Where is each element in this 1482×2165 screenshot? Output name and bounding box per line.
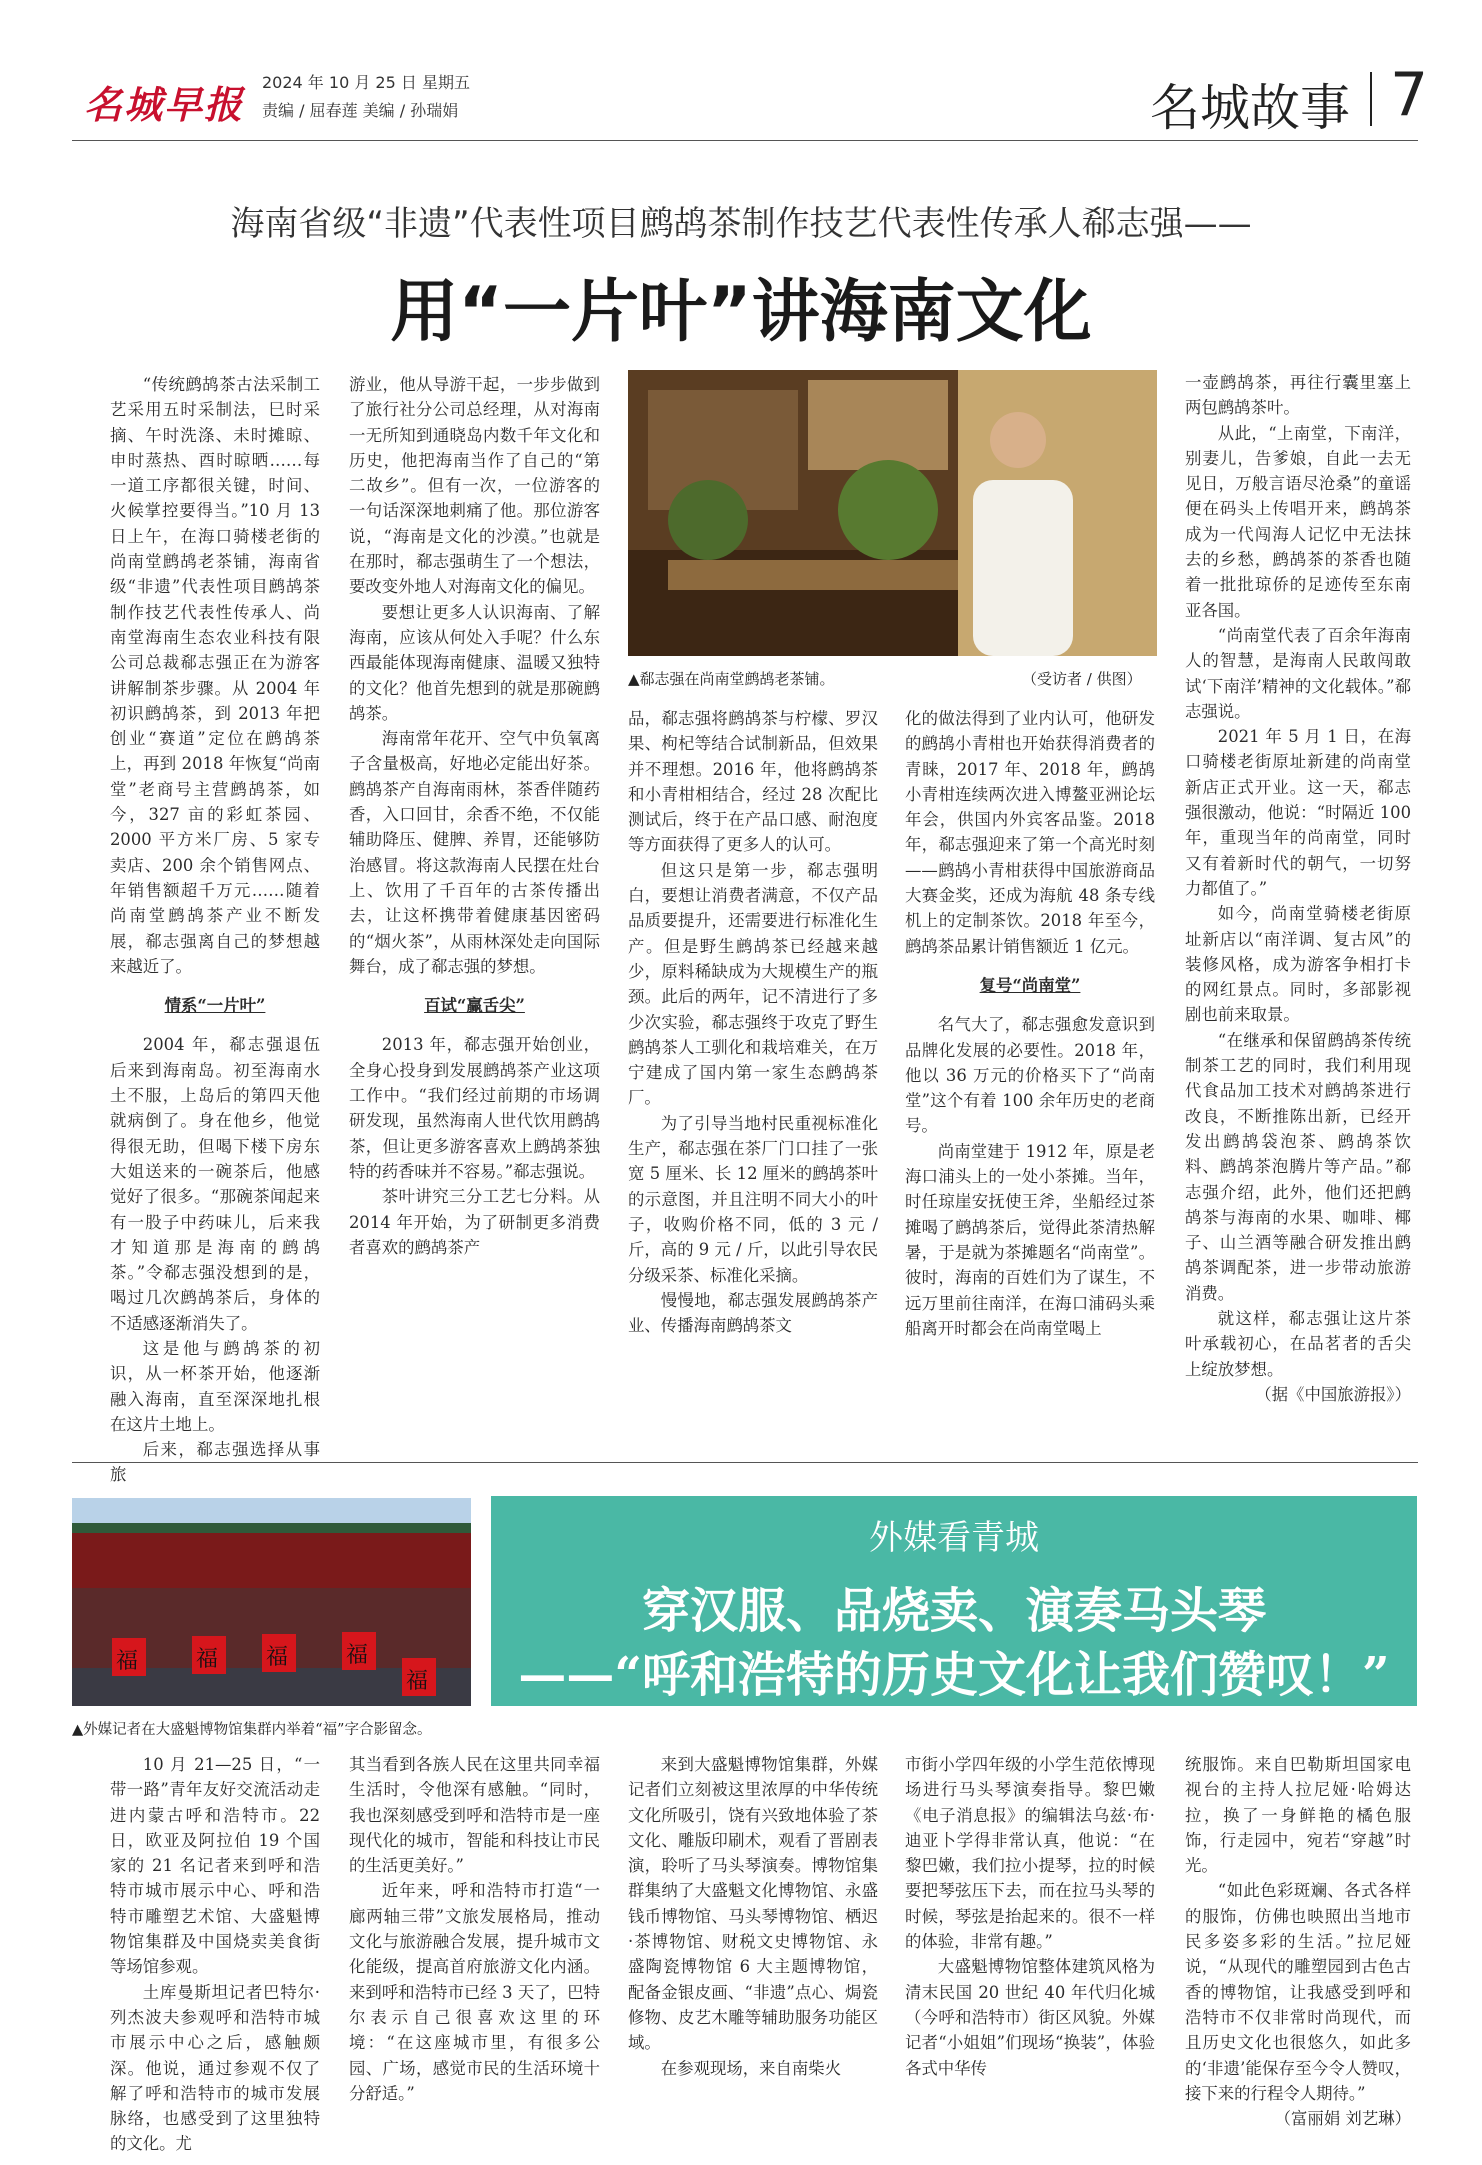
paragraph: 统服饰。来自巴勒斯坦国家电视台的主持人拉尼娅·哈姆达拉，换了一身鲜艳的橘色服饰，行走园中，宛若“穿越”时光。 (1185, 1755, 1411, 1876)
paragraph: 但这只是第一步，郗志强明白，要想让消费者满意，不仅产品品质要提升，还需要进行标准化生产。但是野生鹧鸪茶已经越来越少，原料稀缺成为大规模生产的瓶颈。此后的两年，记不清进行了多少次实验，郗志强终于攻克了野生鹧鸪茶人工驯化和栽培难关，在万宁建成了国内第一家生态鹧鸪茶厂。 (628, 860, 878, 1108)
paragraph: “传统鹧鸪茶古法采制工艺采用五时采制法，巳时采摘、午时洗涤、未时摊晾、申时蒸热、酉时晾晒……每一道工序都很关键，时间、火候掌控要得当。”10 月 13 日上午，在海口骑楼老街的尚南堂鹧鸪老茶铺，海南省级“非遗”代表性项目鹧鸪茶制作技艺代表性传承人、尚南堂海南生态农业科技有限公司总裁郗志强正在为游客讲解制茶步骤。从 2004 年初识鹧鸪茶，到 2013 年把创业“赛道”定位在鹧鸪茶上，再到 2018 年恢复“尚南堂”老商号主营鹧鸪茶，如今，327 亩的彩虹茶园、2000 平方米厂房、5 家专卖店、200 余个销售网点、年销售额超千万元……随着尚南堂鹧鸪茶产业不断发展，郗志强离自己的梦想越来越近了。 (110, 375, 320, 976)
article1-headline: 用“一片叶”讲海南文化 (390, 273, 1092, 352)
paragraph: 海南常年花开、空气中负氧离子含量极高，好地必定能出好茶。鹧鸪茶产自海南雨林，茶香伴随药香，入口回甘，余香不绝，不仅能辅助降压、健脾、养胃，还能够防治感冒。将这款海南人民摆在灶台上、饮用了千百年的古茶传播出去，让这杯携带着健康基因密码的“烟火茶”，从雨林深处走向国际舞台，成了郗志强的梦想。 (349, 729, 600, 976)
fu-character: 福 (196, 1647, 219, 1672)
article2-kicker: 外媒看青城 (869, 1518, 1039, 1558)
paragraph: 近年来，呼和浩特市打造“一廊两轴三带”文旅发展格局，推动文化与旅游融合发展，提升城市文化能级，提高首府旅游文化内涵。来到呼和浩特市已经 3 天了，巴特尔表示自己很喜欢这里的环境：“在这座城市里，有很多公园、广场，感觉市民的生活环境十分舒适。” (349, 1881, 600, 2103)
page-number: 7 (1390, 60, 1429, 130)
paragraph: 如今，尚南堂骑楼老街原址新店以“南洋调、复古风”的装修风格，成为游客争相打卡的网红景点。同时，多部影视剧也前来取景。 (1185, 904, 1411, 1025)
paragraph: 2004 年，郗志强退伍后来到海南岛。初至海南水土不服，上岛后的第四天他就病倒了。身在他乡，他觉得很无助，但喝下楼下房东大姐送来的一碗茶后，他感觉好了很多。“那碗茶闻起来有一股子中药味儿，后来我才知道那是海南的鹧鸪茶。”令郗志强没想到的是，喝过几次鹧鸪茶后，身体的不适感逐渐消失了。 (110, 1035, 320, 1333)
paragraph: 一壶鹧鸪茶，再往行囊里塞上两包鹧鸪茶叶。 (1185, 373, 1411, 418)
paragraph: 品，郗志强将鹧鸪茶与柠檬、罗汉果、枸杞等结合试制新品，但效果并不理想。2016 年，他将鹧鸪茶和小青柑相结合，经过 28 次配比测试后，终于在产品口感、耐泡度等方面获得了更多人的认可。 (628, 709, 878, 855)
article1-column-2 (349, 372, 600, 1260)
section-title: 名城故事 (1150, 79, 1350, 137)
paragraph: 土库曼斯坦记者巴特尔·列杰波夫参观呼和浩特市城市展示中心之后，感触颇深。他说，通过参观不仅了解了呼和浩特市的城市发展脉络，也感受到了这里独特的文化。尤 (110, 1982, 320, 2154)
paragraph: 名气大了，郗志强愈发意识到品牌化发展的必要性。2018 年，他以 36 万元的价格买下了“尚南堂”这个有着 100 余年历史的老商号。 (905, 1015, 1155, 1136)
issue-date: 2024 年 10 月 25 日 星期五 (262, 73, 470, 92)
paragraph: 后来，郗志强选择从事旅 (110, 1440, 320, 1485)
article1-column-3 (628, 706, 878, 1338)
paragraph: 茶叶讲究三分工艺七分料。从 2014 年开始，为了研制更多消费者喜欢的鹧鸪茶产 (349, 1187, 600, 1257)
paragraph: 10 月 21—25 日，“一带一路”青年友好交流活动走进内蒙古呼和浩特市。22 日，欧亚及阿拉伯 19 个国家的 21 名记者来到呼和浩特市城市展示中心、呼和浩特市雕塑艺术馆、大盛魁博物馆集群及中国烧卖美食街等场馆参观。 (110, 1755, 320, 1977)
article2-column-3 (628, 1752, 878, 2081)
paragraph: “在继承和保留鹧鸪茶传统制茶工艺的同时，我们利用现代食品加工技术对鹧鸪茶进行改良，不断推陈出新，已经开发出鹧鸪袋泡茶、鹧鸪茶饮料、鹧鸪茶泡腾片等产品。”郗志强介绍，此外，他们还把鹧鸪茶与海南的水果、咖啡、椰子、山兰酒等融合研发推出鹧鸪茶调配茶，进一步带动旅游消费。 (1185, 1030, 1411, 1303)
paragraph: 为了引导当地村民重视标准化生产，郗志强在茶厂门口挂了一张宽 5 厘米、长 12 厘米的鹧鸪茶叶的示意图，并且注明不同大小的叶子，收购价格不同，低的 3 元 / 斤，高的 9 元 / 斤，以此引导农民分级采茶、标准化采摘。 (628, 1113, 878, 1285)
paragraph: 2013 年，郗志强开始创业，全身心投身到发展鹧鸪茶产业这项工作中。“我们经过前期的市场调研发现，虽然海南人世代饮用鹧鸪茶，但让更多游客喜欢上鹧鸪茶独特的药香味并不容易。”郗志强说。 (349, 1035, 600, 1181)
editors-line: 责编 / 屈春莲 美编 / 孙瑞娟 (262, 101, 459, 120)
tea-shop-photo (628, 370, 1157, 656)
article2-column-2 (349, 1752, 600, 2106)
article1-kicker: 海南省级“非遗”代表性项目鹧鸪茶制作技艺代表性传承人郗志强—— (230, 204, 1252, 244)
article2-photo-caption: ▲外媒记者在大盛魁博物馆集群内举着“福”字合影留念。 (72, 1722, 432, 1738)
paragraph: “如此色彩斑斓、各式各样的服饰，仿佛也映照出当地市民多姿多彩的生活。”拉尼娅说，“从现代的雕塑园到古色古香的博物馆，让我感受到呼和浩特市不仅非常时尚现代，而且历史文化也很悠久，如此多的‘非遗’能保存至今令人赞叹，接下来的行程令人期待。” (1185, 1881, 1411, 2103)
paragraph: 化的做法得到了业内认可，他研发的鹧鸪小青柑也开始获得消费者的青睐，2017 年、2018 年，鹧鸪小青柑连续两次进入博鳌亚洲论坛年会，供国内外宾客品鉴。2018 年，郗志强迎来了第一个高光时刻——鹧鸪小青柑获得中国旅游商品大赛金奖，还成为海航 48 条专线机上的定制茶饮。2018 年至今，鹧鸪茶品累计销售额近 1 亿元。 (905, 709, 1155, 956)
article2-column-1 (110, 1752, 320, 2157)
article1-column-5 (1185, 370, 1411, 1407)
paragraph: 其当看到各族人民在这里共同幸福生活时，令他深有感触。“同时，我也深刻感受到呼和浩特市是一座现代化的城市，智能和科技让市民的生活更美好。” (349, 1755, 600, 1876)
fu-character: 福 (406, 1669, 429, 1694)
article2-column-4 (905, 1752, 1155, 2081)
paragraph: “尚南堂代表了百余年海南人的智慧，是海南人民敢闯敢试‘下南洋’精神的文化载体。”郗志强说。 (1185, 625, 1411, 721)
subheading-fuhao: 复号“尚南堂” (979, 975, 1081, 995)
article1-column-4 (905, 706, 1155, 1341)
newspaper-logo: 名城早报 (84, 83, 245, 127)
paragraph: 在参观现场，来自南柴火 (660, 2058, 842, 2078)
section-divider (1370, 72, 1372, 126)
article2-byline: （富丽娟 刘艺琳） (1274, 2109, 1411, 2129)
paragraph: 从此，“上南堂，下南洋，别妻儿，告爹娘，自此一去无见日，万般言语尽沧桑”的童谣便在码头上传唱开来，鹧鸪茶成为一代闯海人记忆中无法抹去的乡愁，鹧鸪茶的茶香也随着一批批琼侨的足迹传至东南亚各国。 (1185, 423, 1411, 620)
paragraph: 2021 年 5 月 1 日，在海口骑楼老街原址新建的尚南堂新店正式开业。这一天，郗志强很激动，他说：“时隔近 100 年，重现当年的尚南堂，同时又有着新时代的朝气，一切努力都值了。” (1185, 727, 1411, 898)
paragraph: 就这样，郗志强让这片茶叶承载初心，在品茗者的舌尖上绽放梦想。 (1185, 1308, 1411, 1379)
article1-photo-caption: ▲郗志强在尚南堂鹧鸪老茶铺。 (628, 670, 835, 688)
paragraph: 市街小学四年级的小学生范依博现场进行马头琴演奏指导。黎巴嫩《电子消息报》的编辑法乌兹·布·迪亚卜学得非常认真，他说：“在黎巴嫩，我们拉小提琴，拉的时候要把琴弦压下去，而在拉马头琴的时候，琴弦是抬起来的。很不一样的体验，非常有趣。” (905, 1755, 1155, 1952)
article2-column-5 (1185, 1752, 1411, 2131)
subheading-baishi: 百试“赢舌尖” (424, 996, 525, 1016)
article1-photo-credit: （受访者 / 供图） (1022, 670, 1142, 688)
article-separator (72, 1462, 1418, 1463)
article2-title-line2: ——“呼和浩特的历史文化让我们赞叹！” (518, 1647, 1390, 1703)
paragraph: 来到大盛魁博物馆集群，外媒记者们立刻被这里浓厚的中华传统文化所吸引，饶有兴致地体验了茶文化、雕版印刷术，观看了晋剧表演，聆听了马头琴演奏。博物馆集群集纳了大盛魁文化博物馆、永盛钱币博物馆、马头琴博物馆、栖迟·茶博物馆、财税文史博物馆、永盛陶瓷博物馆 6 大主题博物馆，配备金银皮画、“非遗”点心、焗瓷修物、皮艺木雕等辅助服务功能区域。 (628, 1755, 878, 2053)
paragraph: 要想让更多人认识海南、了解海南，应该从何处入手呢？什么东西最能体现海南健康、温暖又独特的文化？他首先想到的就是那碗鹧鸪茶。 (349, 602, 600, 723)
fu-character: 福 (266, 1645, 289, 1670)
article1-column-1 (110, 372, 320, 1488)
fu-character: 福 (116, 1649, 139, 1674)
masthead-rule (72, 140, 1418, 141)
paragraph: 尚南堂建于 1912 年，原是老海口浦头上的一处小茶摊。当年，时任琼崖安抚使王斧，坐船经过茶摊喝了鹧鸪茶后，觉得此茶清热解暑，于是就为茶摊题名“尚南堂”。彼时，海南的百姓们为了谋生，不远万里前往南洋，在海口浦码头乘船离开时都会在尚南堂喝上 (905, 1141, 1155, 1338)
paragraph: 游业，他从导游干起，一步步做到了旅行社分公司总经理，从对海南一无所知到通晓岛内数千年文化和历史，他把海南当作了自己的“第二故乡”。但有一次，一位游客的一句话深深地刺痛了他。那位游客说，“海南是文化的沙漠。”也就是在那时，郗志强萌生了一个想法，要改变外地人对海南文化的偏见。 (349, 375, 600, 597)
subheading-qingxi: 情系“一片叶” (164, 996, 266, 1016)
article2-photo (72, 1498, 471, 1706)
article1-source: （据《中国旅游报》） (1255, 1384, 1411, 1404)
paragraph: 慢慢地，郗志强发展鹧鸪茶产业、传播海南鹧鸪茶文 (628, 1290, 878, 1336)
fu-character: 福 (346, 1643, 369, 1668)
paragraph: 这是他与鹧鸪茶的初识，从一杯茶开始，他逐渐融入海南，直至深深地扎根在这片土地上。 (110, 1338, 320, 1434)
article1-photo (628, 370, 1157, 656)
article2-title-line1: 穿汉服、品烧卖、演奏马头琴 (641, 1583, 1266, 1639)
paragraph: 大盛魁博物馆整体建筑风格为清末民国 20 世纪 40 年代归化城（今呼和浩特市）街区风貌。外媒记者“小姐姐”们现场“换装”，体验各式中华传 (905, 1957, 1155, 2078)
